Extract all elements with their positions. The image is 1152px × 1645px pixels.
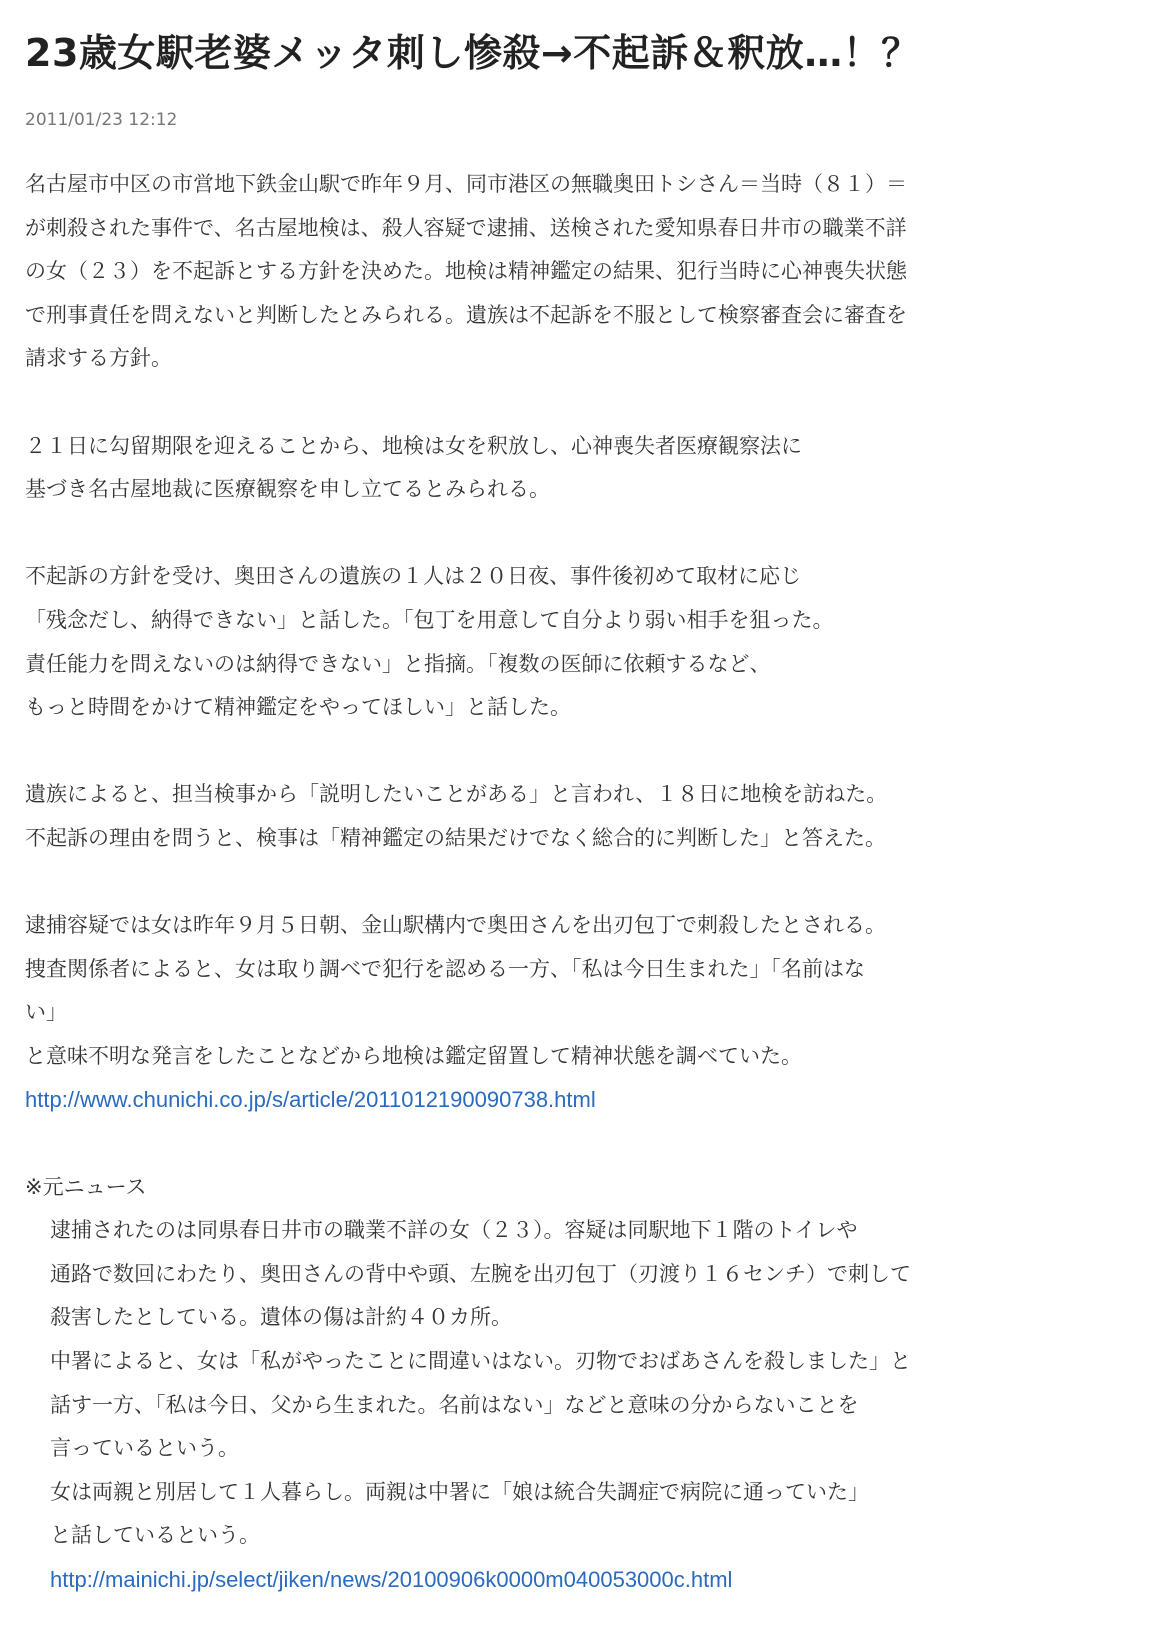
text-line: 逮捕容疑では女は昨年９月５日朝、金山駅構内で奥田さんを出刃包丁で刺殺したとされる。 — [25, 913, 886, 938]
text-line: 女は両親と別居して１人暮らし。両親は中署に「娘は統合失調症で病院に通っていた」 — [50, 1479, 869, 1504]
text-line: 不起訴の方針を受け、奥田さんの遺族の１人は２０日夜、事件後初めて取材に応じ — [25, 564, 802, 589]
text-line: と意味不明な発言をしたことなどから地検は鑑定留置して精神状態を調べていた。 — [25, 1043, 802, 1068]
text-line: 捜査関係者によると、女は取り調べで犯行を認める一方、「私は今日生まれた」「名前はな — [25, 956, 865, 981]
text-line: の女（２３）を不起訴とする方針を決めた。地検は精神鑑定の結果、犯行当時に心神喪失状態 — [25, 259, 907, 284]
text-line: 不起訴の理由を問うと、検事は「精神鑑定の結果だけでなく総合的に判断した」と答えた。 — [25, 825, 886, 850]
article-body — [25, 163, 1135, 1602]
paragraph-2 — [25, 425, 1135, 512]
text-line: 請求する方針。 — [25, 346, 172, 371]
text-line: と話しているという。 — [50, 1523, 260, 1548]
text-line: 逮捕されたのは同県春日井市の職業不詳の女（２３）。容疑は同駅地下１階のトイレや — [50, 1218, 858, 1243]
text-line: 中署によると、女は「私がやったことに間違いはない。刃物でおばあさんを殺しました」と — [50, 1349, 911, 1374]
source-news — [25, 1166, 1135, 1602]
text-line: 通路で数回にわたり、奥田さんの背中や頭、左腕を出刃包丁（刃渡り１６センチ）で刺して — [50, 1261, 911, 1286]
paragraph-gap — [25, 1122, 1135, 1166]
paragraph-gap — [25, 512, 1135, 556]
article-title: 23歳女駅老婆メッタ刺し惨殺→不起訴＆釈放…！？ — [25, 31, 920, 75]
text-line: 責任能力を問えないのは納得できない」と指摘。「複数の医師に依頼するなど、 — [25, 651, 771, 676]
text-line: 「残念だし、納得できない」と話した。「包丁を用意して自分より弱い相手を狙った。 — [25, 607, 834, 632]
paragraph-gap — [25, 861, 1135, 905]
mainichi-link[interactable]: http://mainichi.jp/select/jiken/news/20100906k0000m040053000c.html — [50, 1567, 733, 1592]
text-line: ２１日に勾留期限を迎えることから、地検は女を釈放し、心神喪失者医療観察法に — [25, 433, 802, 458]
paragraph-gap — [25, 381, 1135, 425]
paragraph-4 — [25, 773, 1135, 860]
text-line: 言っているという。 — [50, 1436, 239, 1461]
paragraph-3 — [25, 555, 1135, 729]
paragraph-1 — [25, 163, 1135, 381]
text-line: 話す一方、「私は今日、父から生まれた。名前はない」などと意味の分からないことを — [50, 1392, 859, 1417]
source-heading: ※元ニュース — [25, 1174, 147, 1199]
text-line: 殺害したとしている。遺体の傷は計約４０カ所。 — [50, 1305, 512, 1330]
chunichi-link[interactable]: http://www.chunichi.co.jp/s/article/2011012190090738.html — [25, 1087, 596, 1113]
text-line: 基づき名古屋地裁に医療観察を申し立てるとみられる。 — [25, 477, 550, 502]
paragraph-5 — [25, 904, 1135, 1122]
article-date: 2011/01/23 12:12 — [25, 110, 178, 130]
link-line — [25, 1078, 1135, 1122]
text-line: が刺殺された事件で、名古屋地検は、殺人容疑で逮捕、送検された愛知県春日井市の職業不詳 — [25, 215, 907, 240]
text-line: 遺族によると、担当検事から「説明したいことがある」と言われ、１８日に地検を訪ねた。 — [25, 782, 888, 807]
text-line: い」 — [25, 1000, 67, 1025]
link-line — [25, 1558, 1135, 1602]
text-line: もっと時間をかけて精神鑑定をやってほしい」と話した。 — [25, 695, 571, 720]
paragraph-gap — [25, 730, 1135, 774]
text-line: 名古屋市中区の市営地下鉄金山駅で昨年９月、同市港区の無職奥田トシさん＝当時（８１）＝ — [25, 172, 907, 196]
text-line: で刑事責任を問えないと判断したとみられる。遺族は不起訴を不服として検察審査会に審査を — [25, 302, 907, 327]
